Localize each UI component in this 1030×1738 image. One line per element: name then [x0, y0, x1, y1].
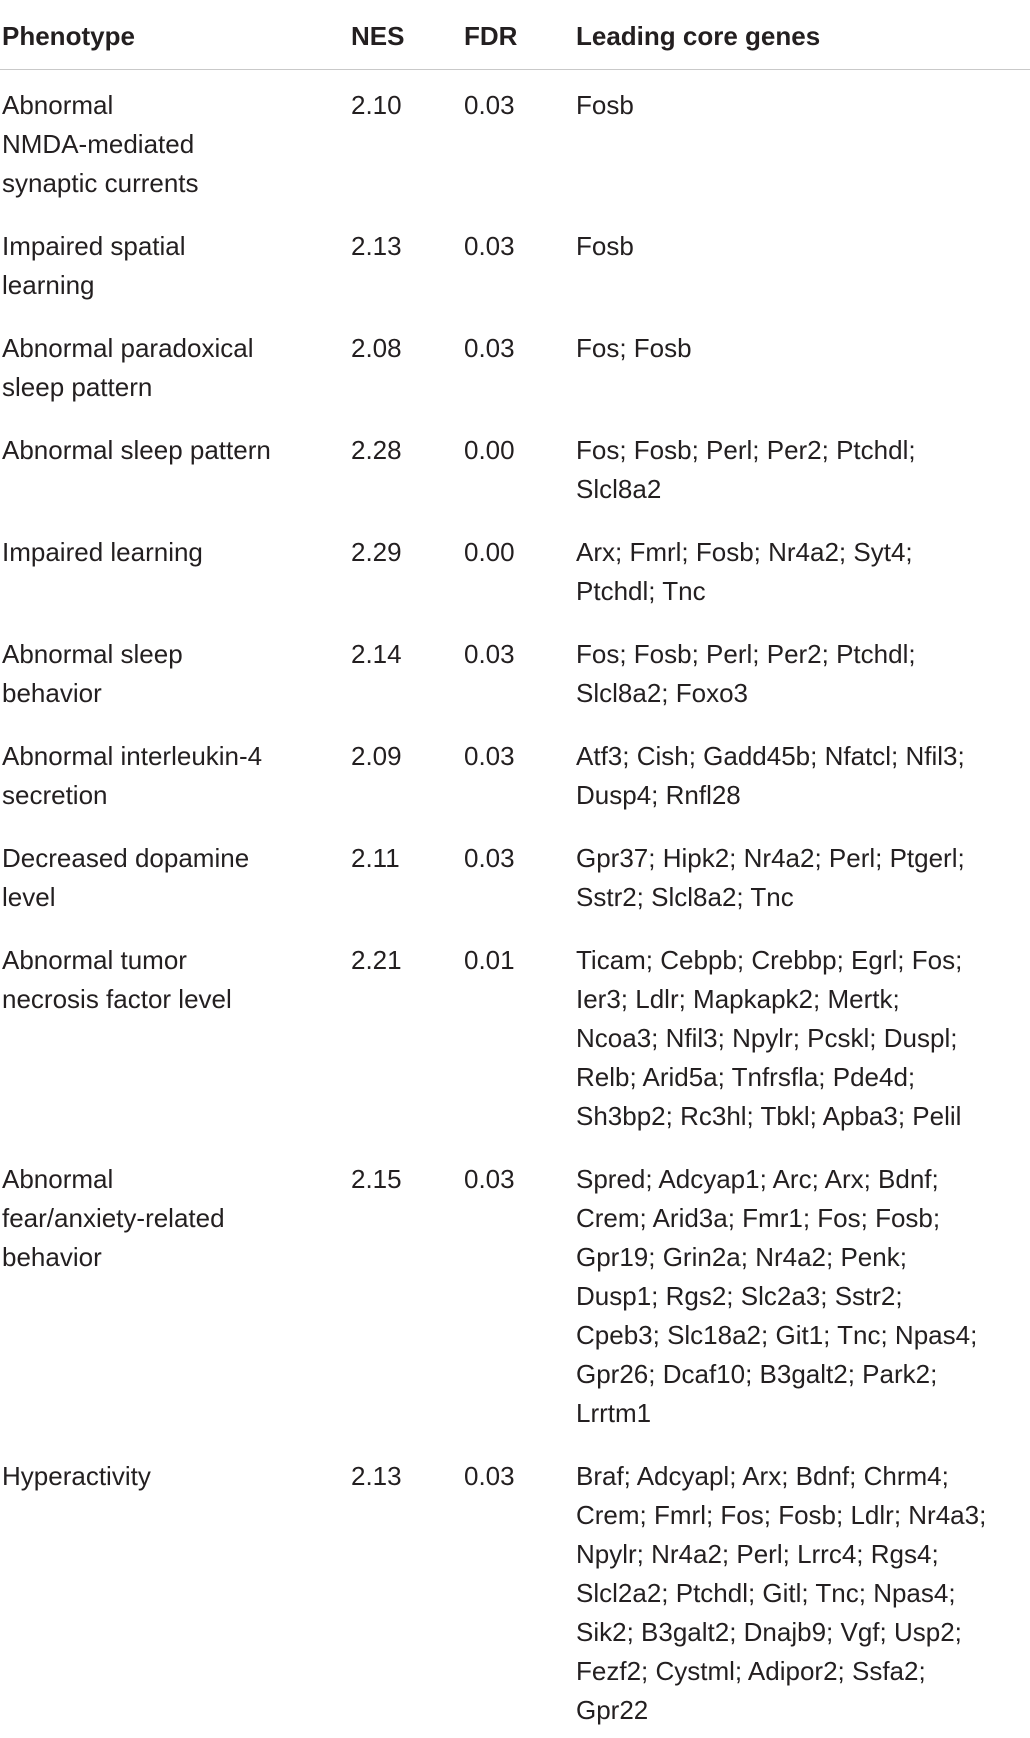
phenotype-cell-line: Hyperactivity — [2, 1461, 151, 1491]
leading-core-genes-cell-line: Atf3; Cish; Gadd45b; Nfatcl; Nfil3; — [576, 741, 965, 771]
leading-core-genes-cell-line: Cpeb3; Slc18a2; Git1; Tnc; Npas4; — [576, 1320, 978, 1350]
leading-core-genes-cell-line: Fosb — [576, 90, 634, 120]
nes-cell: 2.10 — [351, 90, 402, 120]
phenotype-cell-line: sleep pattern — [2, 372, 153, 402]
nes-cell: 2.15 — [351, 1164, 402, 1194]
leading-core-genes-cell-line: Spred; Adcyap1; Arc; Arx; Bdnf; — [576, 1164, 939, 1194]
table-row — [0, 313, 1030, 415]
nes-cell: 2.11 — [351, 843, 400, 873]
leading-core-genes-cell-line: Sstr2; Slcl8a2; Tnc — [576, 882, 794, 912]
leading-core-genes-cell-line: Dusp1; Rgs2; Slc2a3; Sstr2; — [576, 1281, 903, 1311]
phenotype-cell-line: behavior — [2, 1242, 102, 1272]
phenotype-cell — [2, 329, 332, 407]
phenotype-cell-line: fear/anxiety-related — [2, 1203, 225, 1233]
leading-core-genes-cell-line: Gpr19; Grin2a; Nr4a2; Penk; — [576, 1242, 907, 1272]
fdr-cell: 0.00 — [464, 537, 515, 567]
header-fdr: FDR — [464, 21, 518, 51]
phenotype-cell-line: Abnormal interleukin-4 — [2, 741, 263, 771]
fdr-cell: 0.00 — [464, 435, 515, 465]
header-nes: NES — [351, 21, 405, 51]
fdr-cell: 0.03 — [464, 231, 515, 261]
phenotype-cell-line: Abnormal tumor — [2, 945, 187, 975]
leading-core-genes-cell — [576, 329, 1026, 368]
leading-core-genes-cell-line: Arx; Fmrl; Fosb; Nr4a2; Syt4; — [576, 537, 913, 567]
leading-core-genes-cell-line: Ptchdl; Tnc — [576, 576, 706, 606]
table-row — [0, 721, 1030, 823]
header-leading-core-genes: Leading core genes — [576, 21, 821, 51]
leading-core-genes-cell-line: Ticam; Cebpb; Crebbp; Egrl; Fos; — [576, 945, 963, 975]
leading-core-genes-cell-line: Relb; Arid5a; Tnfrsfla; Pde4d; — [576, 1062, 916, 1092]
phenotype-cell — [2, 839, 332, 917]
nes-cell: 2.14 — [351, 639, 402, 669]
leading-core-genes-cell — [576, 227, 1026, 266]
leading-core-genes-cell-line: Fos; Fosb — [576, 333, 692, 363]
leading-core-genes-cell — [576, 1160, 1026, 1433]
table-row — [0, 925, 1030, 1144]
leading-core-genes-cell-line: Gpr37; Hipk2; Nr4a2; Perl; Ptgerl; — [576, 843, 965, 873]
fdr-cell: 0.03 — [464, 333, 515, 363]
table-header-row — [0, 0, 1030, 70]
leading-core-genes-cell-line: Slcl8a2; Foxo3 — [576, 678, 748, 708]
leading-core-genes-cell — [576, 533, 1026, 611]
leading-core-genes-cell — [576, 635, 1026, 713]
fdr-cell: 0.03 — [464, 90, 515, 120]
nes-cell: 2.08 — [351, 333, 402, 363]
leading-core-genes-cell-line: Lrrtm1 — [576, 1398, 652, 1428]
leading-core-genes-cell-line: Npylr; Nr4a2; Perl; Lrrc4; Rgs4; — [576, 1539, 939, 1569]
table-row — [0, 211, 1030, 313]
table-row — [0, 517, 1030, 619]
nes-cell: 2.13 — [351, 1461, 402, 1491]
phenotype-cell-line: learning — [2, 270, 95, 300]
fdr-cell: 0.03 — [464, 1461, 515, 1491]
phenotype-cell-line: Abnormal sleep — [2, 639, 183, 669]
leading-core-genes-cell-line: Gpr26; Dcaf10; B3galt2; Park2; — [576, 1359, 938, 1389]
phenotype-cell — [2, 635, 332, 713]
nes-cell: 2.29 — [351, 537, 402, 567]
leading-core-genes-cell-line: Crem; Arid3a; Fmr1; Fos; Fosb; — [576, 1203, 941, 1233]
table-row — [0, 1441, 1030, 1738]
phenotype-cell-line: behavior — [2, 678, 102, 708]
table-row — [0, 1144, 1030, 1441]
phenotype-cell-line: Impaired spatial — [2, 231, 186, 261]
phenotype-cell — [2, 1457, 332, 1496]
leading-core-genes-cell-line: Fos; Fosb; Perl; Per2; Ptchdl; — [576, 639, 916, 669]
leading-core-genes-cell-line: Slcl8a2 — [576, 474, 662, 504]
leading-core-genes-cell-line: Dusp4; Rnfl28 — [576, 780, 741, 810]
leading-core-genes-cell-line: Sik2; B3galt2; Dnajb9; Vgf; Usp2; — [576, 1617, 962, 1647]
phenotype-cell-line: Abnormal — [2, 1164, 114, 1194]
nes-cell: 2.21 — [351, 945, 402, 975]
fdr-cell: 0.03 — [464, 741, 515, 771]
phenotype-cell-line: Abnormal sleep pattern — [2, 435, 271, 465]
leading-core-genes-cell-line: Sh3bp2; Rc3hl; Tbkl; Apba3; Pelil — [576, 1101, 962, 1131]
phenotype-cell-line: secretion — [2, 780, 108, 810]
table-row — [0, 415, 1030, 517]
table-row — [0, 70, 1030, 211]
phenotype-cell-line: level — [2, 882, 56, 912]
fdr-cell: 0.03 — [464, 1164, 515, 1194]
phenotype-cell — [2, 1160, 332, 1277]
leading-core-genes-cell-line: Crem; Fmrl; Fos; Fosb; Ldlr; Nr4a3; — [576, 1500, 987, 1530]
fdr-cell: 0.03 — [464, 639, 515, 669]
phenotype-cell-line: necrosis factor level — [2, 984, 232, 1014]
leading-core-genes-cell-line: Fezf2; Cystml; Adipor2; Ssfa2; — [576, 1656, 926, 1686]
phenotype-cell-line: synaptic currents — [2, 168, 199, 198]
leading-core-genes-cell-line: Ier3; Ldlr; Mapkapk2; Mertk; — [576, 984, 900, 1014]
leading-core-genes-cell-line: Braf; Adcyapl; Arx; Bdnf; Chrm4; — [576, 1461, 949, 1491]
phenotype-cell — [2, 737, 332, 815]
nes-cell: 2.13 — [351, 231, 402, 261]
phenotype-cell — [2, 941, 332, 1019]
leading-core-genes-cell-line: Fosb — [576, 231, 634, 261]
phenotype-cell-line: Abnormal paradoxical — [2, 333, 254, 363]
leading-core-genes-cell — [576, 86, 1026, 125]
leading-core-genes-cell — [576, 1457, 1026, 1730]
table-row — [0, 823, 1030, 925]
leading-core-genes-cell-line: Gpr22 — [576, 1695, 649, 1725]
leading-core-genes-cell-line: Slcl2a2; Ptchdl; Gitl; Tnc; Npas4; — [576, 1578, 956, 1608]
phenotype-cell — [2, 86, 332, 203]
leading-core-genes-cell-line: Ncoa3; Nfil3; Npylr; Pcskl; Duspl; — [576, 1023, 958, 1053]
phenotype-cell — [2, 431, 332, 470]
table-row — [0, 619, 1030, 721]
phenotype-cell-line: Impaired learning — [2, 537, 203, 567]
phenotype-cell — [2, 227, 332, 305]
header-phenotype: Phenotype — [2, 21, 135, 51]
phenotype-cell-line: NMDA-mediated — [2, 129, 195, 159]
phenotype-cell-line: Decreased dopamine — [2, 843, 250, 873]
leading-core-genes-cell — [576, 431, 1026, 509]
phenotype-cell — [2, 533, 332, 572]
nes-cell: 2.28 — [351, 435, 402, 465]
fdr-cell: 0.01 — [464, 945, 515, 975]
leading-core-genes-cell — [576, 839, 1026, 917]
leading-core-genes-cell — [576, 737, 1026, 815]
fdr-cell: 0.03 — [464, 843, 515, 873]
phenotype-cell-line: Abnormal — [2, 90, 114, 120]
leading-core-genes-cell — [576, 941, 1026, 1136]
leading-core-genes-cell-line: Fos; Fosb; Perl; Per2; Ptchdl; — [576, 435, 916, 465]
nes-cell: 2.09 — [351, 741, 402, 771]
table-body — [0, 70, 1030, 1738]
